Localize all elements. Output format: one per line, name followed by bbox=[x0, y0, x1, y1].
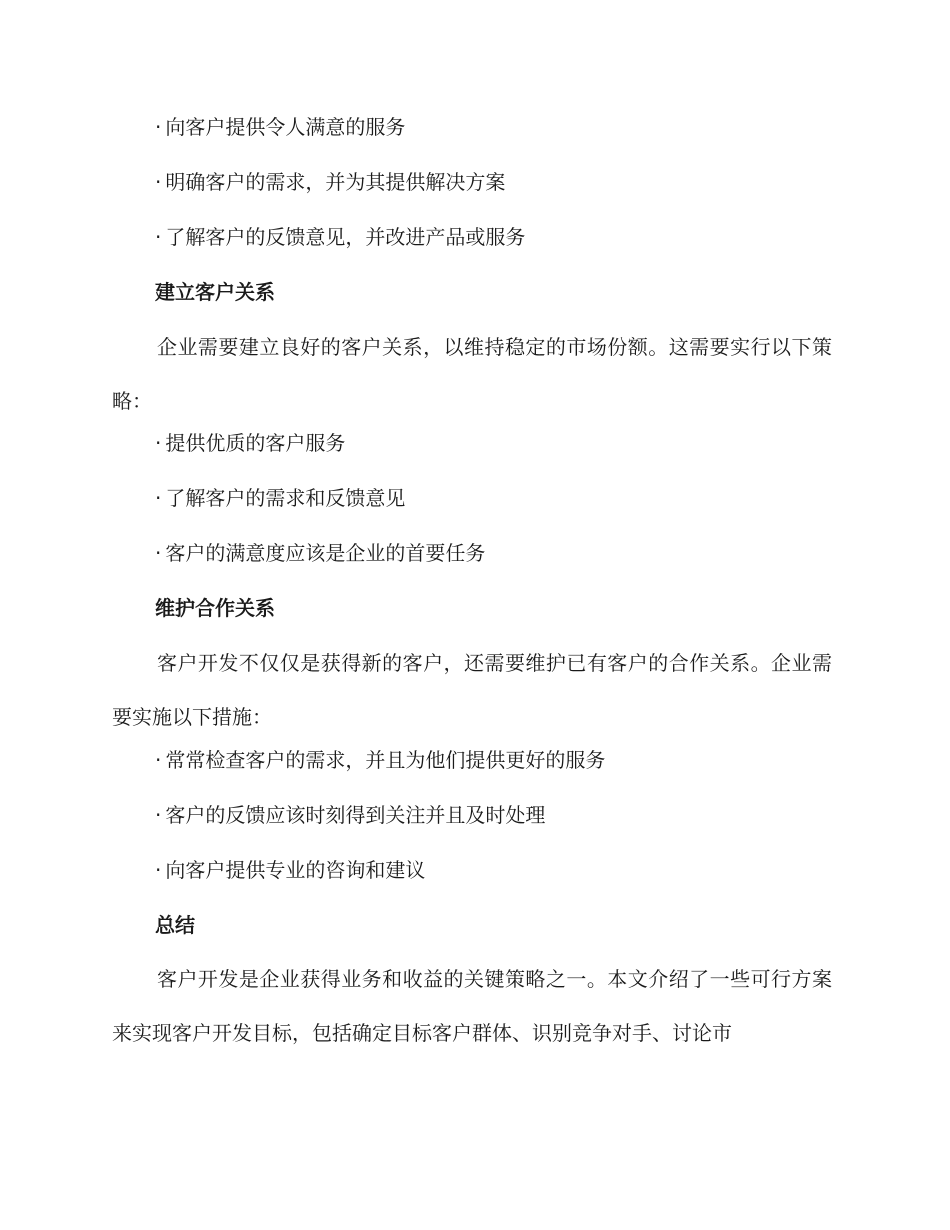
section-paragraph: 企业需要建立良好的客户关系，以维持稳定的市场份额。这需要实行以下策略： bbox=[112, 335, 832, 413]
bullet-text: 常常检查客户的需求，并且为他们提供更好的服务 bbox=[165, 748, 606, 772]
bullet-text: 客户的满意度应该是企业的首要任务 bbox=[165, 541, 486, 565]
bullet-item bbox=[155, 746, 605, 774]
bullet-marker: · bbox=[155, 225, 162, 249]
section-heading: 建立客户关系 bbox=[155, 280, 275, 304]
bullet-marker: · bbox=[155, 748, 162, 772]
bullet-item bbox=[155, 856, 425, 884]
bullet-marker: · bbox=[155, 803, 162, 827]
bullet-marker: · bbox=[155, 486, 162, 510]
bullet-item bbox=[155, 168, 505, 196]
bullet-text: 了解客户的反馈意见，并改进产品或服务 bbox=[165, 225, 526, 249]
section-paragraph: 客户开发是企业获得业务和收益的关键策略之一。本文介绍了一些可行方案来实现客户开发目标，包括确定目标客户群体、识别竞争对手、讨论市 bbox=[112, 967, 832, 1045]
bullet-text: 向客户提供专业的咨询和建议 bbox=[165, 858, 426, 882]
bullet-item bbox=[155, 539, 485, 567]
bullet-marker: · bbox=[155, 858, 162, 882]
bullet-item bbox=[155, 801, 545, 829]
bullet-item bbox=[155, 223, 525, 251]
bullet-marker: · bbox=[155, 115, 162, 139]
bullet-item bbox=[155, 429, 345, 457]
section-paragraph: 客户开发不仅仅是获得新的客户，还需要维护已有客户的合作关系。企业需要实施以下措施： bbox=[112, 651, 832, 729]
bullet-item bbox=[155, 113, 405, 141]
section-heading: 总结 bbox=[155, 913, 195, 937]
bullet-marker: · bbox=[155, 541, 162, 565]
bullet-text: 提供优质的客户服务 bbox=[165, 431, 346, 455]
bullet-text: 客户的反馈应该时刻得到关注并且及时处理 bbox=[165, 803, 546, 827]
bullet-marker: · bbox=[155, 431, 162, 455]
bullet-item bbox=[155, 484, 405, 512]
section-heading: 维护合作关系 bbox=[155, 596, 275, 620]
bullet-marker: · bbox=[155, 170, 162, 194]
bullet-text: 明确客户的需求，并为其提供解决方案 bbox=[165, 170, 506, 194]
bullet-text: 向客户提供令人满意的服务 bbox=[165, 115, 406, 139]
bullet-text: 了解客户的需求和反馈意见 bbox=[165, 486, 406, 510]
